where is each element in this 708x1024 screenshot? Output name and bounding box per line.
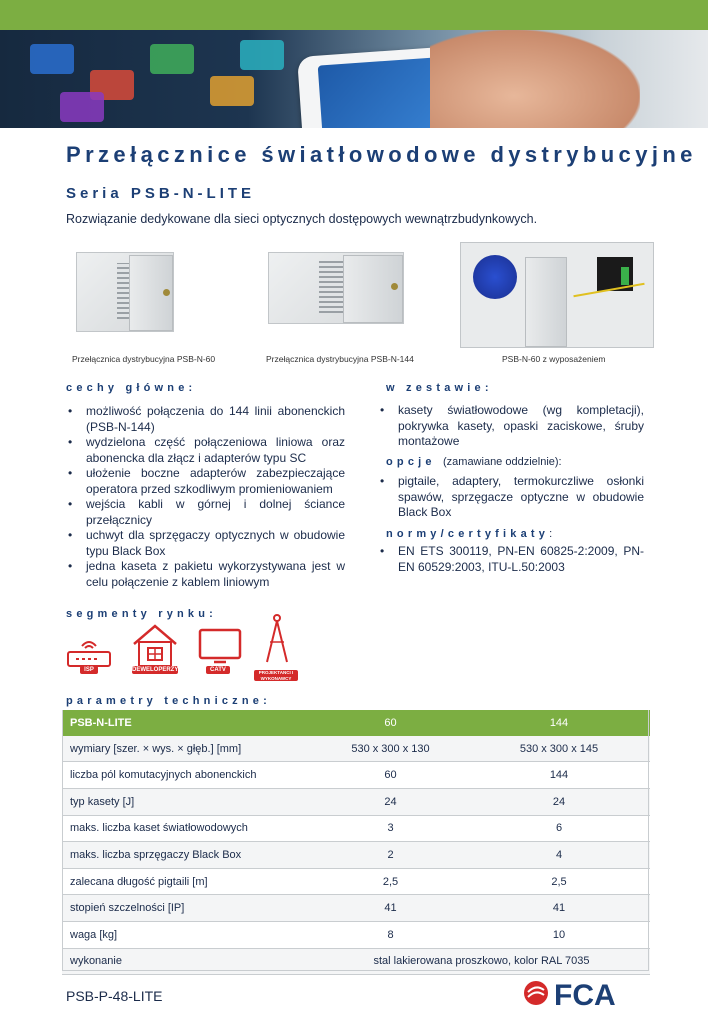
table-row: maks. liczba sprzęgaczy Black Box 2 4 (62, 842, 650, 869)
segment-label-developers: DEWELOPERZY (132, 667, 179, 673)
top-green-bar (0, 0, 708, 30)
params-heading: parametry techniczne: (66, 695, 271, 707)
table-row: waga [kg] 8 10 (62, 921, 650, 948)
kit-heading: w zestawie: (386, 382, 493, 394)
header-cell: 144 (468, 710, 650, 736)
segment-label-catv: CATV (206, 666, 230, 674)
table-row: liczba pól komutacyjnych abonenckich 60 144 (62, 762, 650, 789)
intro-text: Rozwiązanie dedykowane dla sieci optycznych dostępowych wewnątrzbudynkowych. (66, 212, 538, 226)
features-heading: cechy główne: (66, 382, 197, 394)
kit-list (378, 403, 644, 450)
table-row: maks. liczba kaset światłowodowych 3 6 (62, 815, 650, 842)
segments-icons (66, 620, 306, 686)
list-item: • kasety światłowodowe (wg kompletacji), pokrywka kasety, opaski zaciskowe, śruby montażowe (378, 403, 644, 450)
product-image-psb-n-60-equipped (460, 242, 654, 348)
product-image-psb-n-60 (76, 252, 174, 332)
options-heading: opcje (zamawiane oddzielnie): (386, 456, 562, 468)
table-row: zalecana długość pigtaili [m] 2,5 2,5 (62, 868, 650, 895)
segment-label-designers: PROJEKTANCI I WYKONAWCY (254, 670, 298, 681)
tv-icon (198, 628, 242, 668)
table-header-row (62, 710, 650, 736)
list-item: • wydzielona część połączeniowa liniowa oraz abonencka dla złącz i adapterów typu SC (66, 435, 345, 466)
series-subtitle: Seria PSB-N-LITE (66, 185, 256, 202)
list-item: • uchwyt dla sprzęgaczy optycznych w obudowie typu Black Box (66, 528, 345, 559)
header-cell: 60 (313, 710, 468, 736)
list-item: • ułożenie boczne adapterów zabezpieczające operatora przed szkodliwym promieniowaniem (66, 466, 345, 497)
product-caption-3: PSB-N-60 z wyposażeniem (502, 354, 606, 364)
list-item: • możliwość połączenia do 144 linii abonenckich (PSB-N-144) (66, 404, 345, 435)
list-item: • pigtaile, adaptery, termokurczliwe osłonki spawów, sprzęgacze optyczne w obudowie Black Box (378, 474, 644, 521)
page-title: Przełącznice światłowodowe dystrybucyjne (66, 142, 697, 167)
params-table (62, 710, 650, 975)
fca-logo (522, 978, 644, 1008)
features-list (66, 404, 345, 590)
segment-label-isp: ISP (80, 666, 98, 674)
segments-heading: segmenty rynku: (66, 608, 218, 620)
product-image-psb-n-144 (268, 252, 404, 324)
compass-icon (262, 612, 292, 666)
hand-picture (430, 30, 640, 128)
norms-heading: normy/certyfikaty: (386, 528, 553, 540)
list-item: • EN ETS 300119, PN-EN 60825-2:2009, PN-EN 60529:2003, ITU-L.50:2003 (378, 544, 644, 575)
product-caption-2: Przełącznica dystrybucyjna PSB-N-144 (266, 354, 414, 364)
list-item: • jedna kaseta z pakietu wykorzystywana jest w celu połączenie z kablem liniowym (66, 559, 345, 590)
table-row: wykonanie stal lakierowana proszkowo, kolor RAL 7035 (62, 948, 650, 975)
fca-logo-icon (522, 978, 644, 1008)
table-row: stopień szczelności [IP] 41 41 (62, 895, 650, 922)
svg-text:FCA: FCA (554, 979, 616, 1008)
header-cell: PSB-N-LITE (62, 710, 313, 736)
list-item: • wejścia kabli w górnej i dolnej ściance przełącznicy (66, 497, 345, 528)
table-row: typ kasety [J] 24 24 (62, 788, 650, 815)
options-list (378, 474, 644, 521)
norms-list (378, 544, 644, 575)
options-note: (zamawiane oddzielnie): (443, 456, 562, 468)
product-caption-1: Przełącznica dystrybucyjna PSB-N-60 (72, 354, 216, 364)
house-icon (130, 622, 180, 668)
hero-banner (0, 30, 708, 128)
document-code: PSB-P-48-LITE (66, 988, 163, 1004)
table-row: wymiary [szer. × wys. × głęb.] [mm] 530 x 300 x 130 530 x 300 x 145 (62, 736, 650, 762)
